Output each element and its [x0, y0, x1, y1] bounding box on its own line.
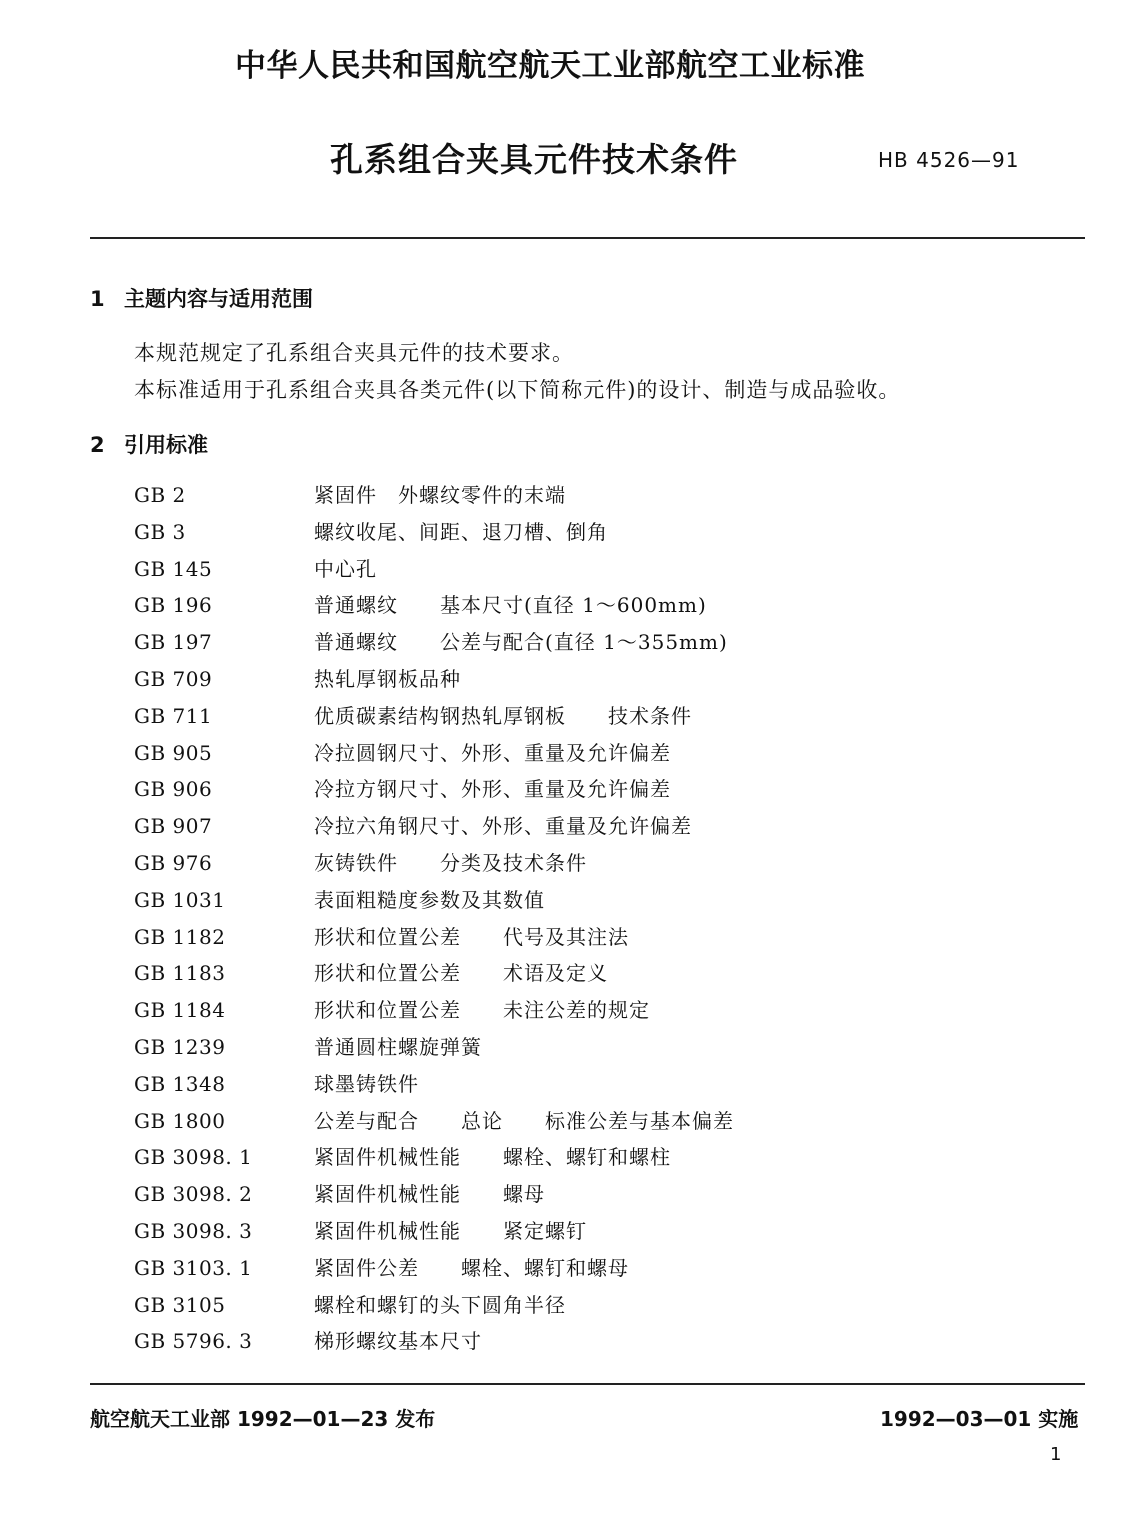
- reference-title: 形状和位置公差 术语及定义: [314, 961, 608, 986]
- reference-title: 紧固件 外螺纹零件的末端: [314, 483, 566, 507]
- reference-row: [134, 1106, 1034, 1143]
- reference-code: GB 1800: [134, 1108, 226, 1133]
- reference-code: GB 1348: [134, 1071, 226, 1096]
- reference-title: 普通螺纹 基本尺寸(直径 1～600mm): [314, 593, 707, 618]
- reference-code: GB 145: [134, 556, 213, 581]
- reference-title: 热轧厚钢板品种: [314, 666, 461, 691]
- reference-code: GB 3105: [134, 1292, 226, 1317]
- reference-row: [134, 1326, 1034, 1363]
- section-2-number: 2: [90, 433, 105, 457]
- reference-code: GB 3098. 3: [134, 1218, 253, 1243]
- page-number: 1: [1050, 1444, 1062, 1465]
- effective-date: 1992—03—01 实施: [880, 1407, 1079, 1431]
- reference-title: 冷拉六角钢尺寸、外形、重量及允许偏差: [314, 814, 692, 839]
- reference-row: [134, 995, 1034, 1032]
- reference-row: [134, 774, 1034, 811]
- standard-code: HB 4526—91: [878, 148, 1020, 172]
- reference-code: GB 976: [134, 850, 213, 875]
- reference-row: [134, 958, 1034, 995]
- reference-row: [134, 554, 1034, 591]
- reference-row: [134, 1069, 1034, 1106]
- reference-code: GB 3098. 1: [134, 1145, 253, 1170]
- header-divider: [90, 237, 1085, 239]
- issue-date: 航空航天工业部 1992—01—23 发布: [90, 1407, 436, 1431]
- reference-row: [134, 811, 1034, 848]
- reference-code: GB 907: [134, 814, 213, 839]
- reference-row: [134, 1290, 1034, 1327]
- reference-row: [134, 1179, 1034, 1216]
- reference-row: [134, 1142, 1034, 1179]
- reference-code: GB 906: [134, 777, 213, 802]
- reference-code: GB 3103. 1: [134, 1255, 253, 1280]
- reference-code: GB 1182: [134, 924, 226, 949]
- reference-title: 梯形螺纹基本尺寸: [314, 1329, 482, 1354]
- reference-row: [134, 1032, 1034, 1069]
- reference-title: 形状和位置公差 代号及其注法: [314, 924, 629, 949]
- section-2-heading: [90, 429, 208, 459]
- reference-title: 球墨铸铁件: [314, 1071, 419, 1096]
- reference-title: 表面粗糙度参数及其数值: [314, 887, 545, 912]
- reference-title: 优质碳素结构钢热轧厚钢板 技术条件: [314, 703, 692, 728]
- section-1-heading: [90, 283, 313, 313]
- reference-code: GB 709: [134, 666, 213, 691]
- reference-row: [134, 627, 1034, 664]
- reference-title: 紧固件机械性能 螺母: [314, 1182, 545, 1207]
- reference-row: [134, 922, 1034, 959]
- reference-title: 冷拉圆钢尺寸、外形、重量及允许偏差: [314, 740, 671, 765]
- reference-title: 公差与配合 总论 标准公差与基本偏差: [314, 1108, 734, 1133]
- reference-code: GB 1239: [134, 1034, 226, 1059]
- reference-row: [134, 590, 1034, 627]
- reference-list: [134, 480, 1034, 1363]
- reference-code: GB 196: [134, 593, 213, 618]
- reference-row: [134, 885, 1034, 922]
- reference-code: GB 3098. 2: [134, 1182, 253, 1207]
- document-title: 孔系组合夹具元件技术条件: [330, 140, 738, 179]
- reference-code: GB 2: [134, 483, 186, 507]
- reference-row: [134, 738, 1034, 775]
- reference-title: 螺纹收尾、间距、退刀槽、倒角: [314, 519, 608, 544]
- reference-row: [134, 480, 1034, 517]
- reference-row: [134, 701, 1034, 738]
- reference-row: [134, 1253, 1034, 1290]
- footer-divider: [90, 1383, 1085, 1385]
- reference-title: 中心孔: [314, 556, 377, 581]
- section-1-paragraph: 本标准适用于孔系组合夹具各类元件(以下简称元件)的设计、制造与成品验收。: [134, 378, 901, 402]
- reference-title: 冷拉方钢尺寸、外形、重量及允许偏差: [314, 777, 671, 802]
- reference-title: 螺栓和螺钉的头下圆角半径: [314, 1292, 566, 1317]
- section-1-number: 1: [90, 287, 105, 311]
- reference-code: GB 5796. 3: [134, 1329, 253, 1354]
- reference-row: [134, 664, 1034, 701]
- reference-code: GB 197: [134, 630, 213, 655]
- reference-title: 紧固件机械性能 螺栓、螺钉和螺柱: [314, 1145, 671, 1170]
- issuing-organization: 中华人民共和国航空航天工业部航空工业标准: [235, 48, 865, 84]
- reference-title: 紧固件公差 螺栓、螺钉和螺母: [314, 1255, 629, 1280]
- reference-code: GB 711: [134, 703, 213, 728]
- reference-title: 形状和位置公差 未注公差的规定: [314, 998, 650, 1023]
- reference-title: 紧固件机械性能 紧定螺钉: [314, 1218, 587, 1243]
- reference-code: GB 1184: [134, 998, 226, 1023]
- reference-code: GB 1031: [134, 887, 226, 912]
- reference-row: [134, 848, 1034, 885]
- reference-code: GB 3: [134, 519, 186, 544]
- reference-code: GB 905: [134, 740, 213, 765]
- reference-code: GB 1183: [134, 961, 226, 986]
- section-2-title: 引用标准: [124, 433, 208, 457]
- section-1-title: 主题内容与适用范围: [124, 287, 313, 311]
- reference-row: [134, 517, 1034, 554]
- section-1-paragraph: 本规范规定了孔系组合夹具元件的技术要求。: [134, 341, 574, 365]
- reference-row: [134, 1216, 1034, 1253]
- reference-title: 灰铸铁件 分类及技术条件: [314, 850, 587, 875]
- reference-title: 普通螺纹 公差与配合(直径 1～355mm): [314, 630, 728, 655]
- reference-title: 普通圆柱螺旋弹簧: [314, 1034, 482, 1059]
